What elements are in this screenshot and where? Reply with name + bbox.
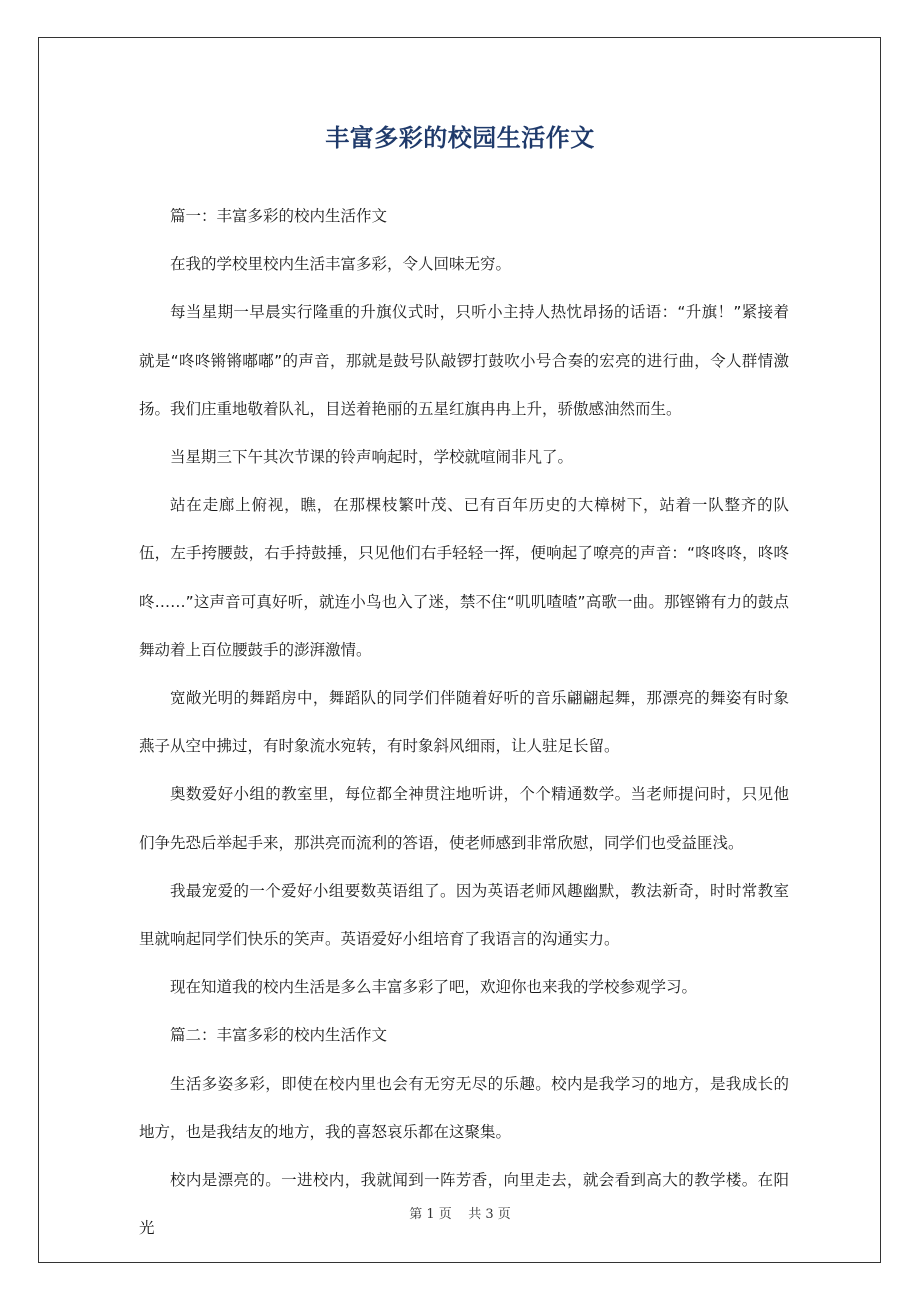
paragraph: 现在知道我的校内生活是多么丰富多彩了吧，欢迎你也来我的学校参观学习。 — [170, 978, 698, 997]
page-number: 第 1 页 — [409, 1207, 452, 1222]
paragraph: 在我的学校里校内生活丰富多彩，令人回味无穷。 — [170, 255, 512, 274]
page-total: 共 3 页 — [468, 1207, 511, 1222]
document-title: 丰富多彩的校园生活作文 — [325, 124, 595, 152]
paragraph: 奥数爱好小组的教室里，每位都全神贯注地听讲，个个精通数学。当老师提问时，只见他们争先恐后举起手来，那洪亮而流利的答语，使老师感到非常欣慰，同学们也受益匪浅。 — [139, 785, 789, 852]
paragraph: 当星期三下午其次节课的铃声响起时，学校就喧闹非凡了。 — [170, 448, 574, 467]
paragraph: 每当星期一早晨实行隆重的升旗仪式时，只听小主持人热忱昂扬的话语：“升旗！”紧接着就是“咚咚锵锵嘟嘟”的声音，那就是鼓号队敲锣打鼓吹小号合奏的宏亮的进行曲，令人群情激扬。我们庄重地敬着队礼，目送着艳丽的五星红旗冉冉上升，骄傲感油然而生。 — [139, 303, 789, 418]
paragraph: 宽敞光明的舞蹈房中，舞蹈队的同学们伴随着好听的音乐翩翩起舞，那漂亮的舞姿有时象燕子从空中拂过，有时象流水宛转，有时象斜风细雨，让人驻足长留。 — [139, 689, 789, 756]
paragraph: 生活多姿多彩，即使在校内里也会有无穷无尽的乐趣。校内是我学习的地方，是我成长的地方，也是我结友的地方，我的喜怒哀乐都在这聚集。 — [139, 1074, 789, 1141]
paragraph: 我最宠爱的一个爱好小组要数英语组了。因为英语老师风趣幽默，教法新奇，时时常教室里就响起同学们快乐的笑声。英语爱好小组培育了我语言的沟通实力。 — [139, 881, 789, 949]
paragraph-section-heading-2: 篇二：丰富多彩的校内生活作文 — [170, 1026, 388, 1045]
document-body — [139, 192, 789, 1252]
paragraph-section-heading-1: 篇一：丰富多彩的校内生活作文 — [170, 207, 388, 225]
paragraph: 校内是漂亮的。一进校内，我就闻到一阵芳香，向里走去，就会看到高大的教学楼。在阳光 — [139, 1171, 789, 1238]
page-footer — [0, 1204, 920, 1226]
paragraph: 站在走廊上俯视，瞧，在那棵枝繁叶茂、已有百年历史的大樟树下，站着一队整齐的队伍，左手挎腰鼓，右手持鼓捶，只见他们右手轻轻一挥，便响起了嘹亮的声音：“咚咚咚，咚咚咚……”这声音可真好听，就连小鸟也入了迷，禁不住“叽叽喳喳”高歌一曲。那铿锵有力的鼓点舞动着上百位腰鼓手的澎湃激情。 — [139, 496, 789, 659]
